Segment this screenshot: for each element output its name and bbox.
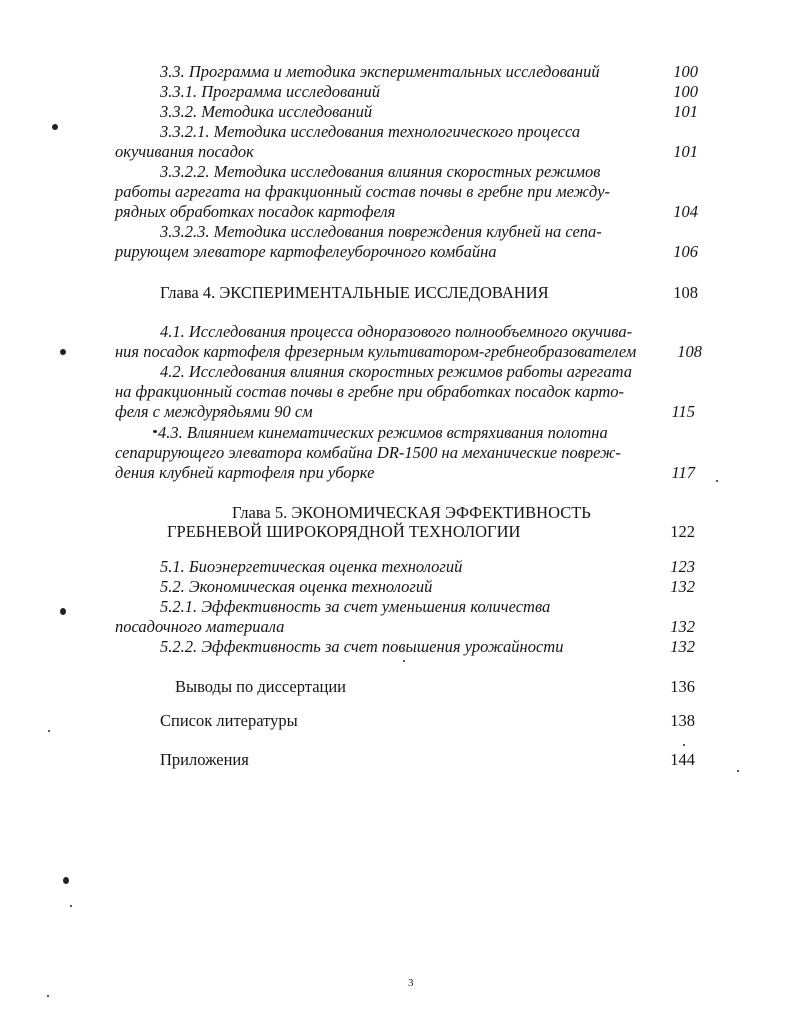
toc-entry-4-1-line1: 4.1. Исследования процесса одноразового полнообъемного окучива-	[160, 322, 633, 341]
toc-entry-4-2-line2: на фракционный состав почвы в гребне при обработках посадок карто-	[115, 382, 625, 401]
toc-chapter-5-line2: ГРЕБНЕВОЙ ШИРОКОРЯДНОЙ ТЕХНОЛОГИИ	[167, 522, 521, 541]
toc-page-5-2-1: 132	[670, 617, 695, 636]
scan-speck	[48, 730, 50, 732]
scan-speck	[63, 877, 69, 884]
scan-speck	[683, 744, 685, 746]
toc-entry-4-3-line3: дения клубней картофеля при уборке	[115, 463, 375, 482]
scan-speck	[52, 124, 58, 130]
toc-page-references: 138	[670, 711, 695, 730]
toc-entry-5-2-2: 5.2.2. Эффективность за счет повышения урожайности	[160, 637, 564, 656]
toc-entry-5-2: 5.2. Экономическая оценка технологий	[160, 577, 433, 596]
toc-entry-3-3-2: 3.3.2. Методика исследований	[160, 102, 373, 121]
scan-speck	[737, 770, 739, 772]
toc-entry-4-2-line3: феля с междурядьями 90 см	[115, 402, 313, 421]
toc-page-4-3: 117	[671, 463, 695, 482]
toc-entry-3-3-2-2-line2: работы агрегата на фракционный состав почвы в гребне при междy-	[115, 182, 611, 201]
toc-entry-3-3-2-1-line2: окучивания посадок	[115, 142, 254, 161]
scan-speck	[60, 349, 66, 355]
toc-entry-5-1: 5.1. Биоэнергетическая оценка технологий	[160, 557, 463, 576]
page-number: 3	[408, 977, 414, 989]
toc-conclusions: Выводы по диссертации	[175, 677, 347, 696]
toc-entry-3-3-2-3-line2: рирующем элеваторе картофелеуборочного комбайна	[115, 242, 497, 261]
toc-chapter-5-line1: Глава 5. ЭКОНОМИЧЕСКАЯ ЭФФЕКТИВНОСТЬ	[232, 503, 591, 522]
toc-page-5-2: 132	[670, 577, 695, 596]
toc-page-5-1: 123	[670, 557, 695, 576]
toc-references: Список литературы	[160, 711, 298, 730]
toc-entry-4-2-line1: 4.2. Исследования влияния скоростных режимов работы агрегата	[160, 362, 632, 381]
toc-page-4-1: 108	[677, 342, 702, 361]
toc-appendix: Приложения	[160, 750, 249, 769]
scan-speck	[70, 905, 72, 907]
toc-page-3-3-1: 100	[673, 82, 698, 101]
toc-entry-3-3-2-2-line1: 3.3.2.2. Методика исследования влияния скоростных режимов	[160, 162, 601, 181]
toc-page-3-3-2-3: 106	[673, 242, 698, 261]
scan-speck	[716, 480, 718, 482]
toc-entry-5-2-1-line2: посадочного материала	[115, 617, 285, 636]
scan-speck	[153, 430, 157, 433]
scan-speck	[403, 660, 405, 662]
toc-page-4-2: 115	[671, 402, 695, 421]
toc-entry-4-3-line1: 4.3. Влиянием кинематических режимов встряхивания полотна	[158, 423, 608, 442]
scan-speck	[47, 995, 49, 997]
toc-page-3-3-2-2: 104	[673, 202, 698, 221]
toc-entry-3-3: 3.3. Программа и методика экспериментальных исследований	[160, 62, 600, 81]
scan-speck	[60, 608, 66, 615]
toc-entry-4-1-line2: ния посадок картофеля фрезерным культиватором-гребнеобразователем	[115, 342, 637, 361]
toc-entry-3-3-1: 3.3.1. Программа исследований	[160, 82, 381, 101]
toc-page-chapter-4: 108	[673, 283, 698, 302]
toc-page-appendix: 144	[670, 750, 695, 769]
toc-entry-3-3-2-3-line1: 3.3.2.3. Методика исследования повреждения клубней на сепа-	[160, 222, 602, 241]
toc-entry-4-3-line2: сепарирующего элеватора комбайна DR-1500 на механические повреж-	[115, 443, 621, 462]
toc-entry-5-2-1-line1: 5.2.1. Эффективность за счет уменьшения количества	[160, 597, 551, 616]
toc-entry-3-3-2-2-line3: рядных обработках посадок картофеля	[115, 202, 396, 221]
toc-page-conclusions: 136	[670, 677, 695, 696]
toc-page-chapter-5: 122	[670, 522, 695, 541]
toc-chapter-4: Глава 4. ЭКСПЕРИМЕНТАЛЬНЫЕ ИССЛЕДОВАНИЯ	[160, 283, 549, 302]
toc-page-3-3-2-1: 101	[673, 142, 698, 161]
toc-page-3-3-2: 101	[673, 102, 698, 121]
toc-page-5-2-2: 132	[670, 637, 695, 656]
toc-page-3-3: 100	[673, 62, 698, 81]
toc-entry-3-3-2-1-line1: 3.3.2.1. Методика исследования технологического процесса	[160, 122, 581, 141]
